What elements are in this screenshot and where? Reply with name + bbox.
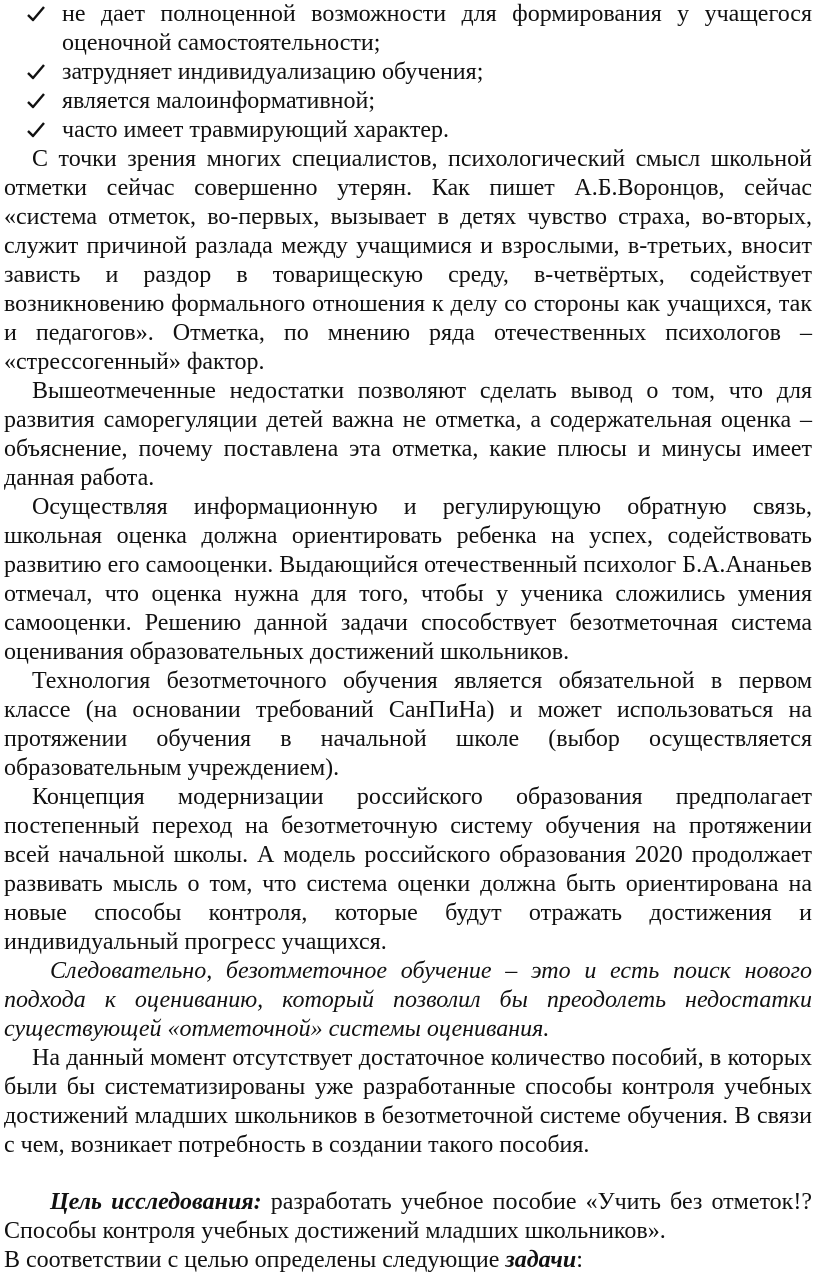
paragraph-technology: Технология безотметочного обучения является обязательной в первом классе (на основании требований СанПиНа) и может использоваться на протяжении обучения в начальной школе (выбор осуществляется образовательным учреждением). [4, 668, 812, 781]
goal-label: Цель исследования: [50, 1189, 262, 1215]
checkmark-icon [26, 87, 52, 116]
list-item-text: не дает полноценной возможности для формирования у учащегося оценочной самостоятельности; [62, 1, 812, 56]
paragraph-concept: Концепция модернизации российского образования предполагает постепенный переход на безотметочную систему обучения на протяжении всей начальной школы. А модель российского образования 2020 продолжает развивать мысль о том, что система оценки должна быть ориентирована на новые способы контроля, которые будут отражать достижения и индивидуальный прогресс учащихся. [4, 784, 812, 955]
list-item [4, 87, 812, 116]
list-item-text: является малоинформативной; [62, 88, 376, 114]
tasks-suffix: : [576, 1247, 583, 1273]
tasks-keyword: задачи [505, 1247, 577, 1273]
checkmark-icon [26, 116, 52, 145]
research-goal [4, 1188, 812, 1246]
paragraph-conclusion: Вышеотмеченные недостатки позволяют сделать вывод о том, что для развития саморегуляции детей важна не отметка, а содержательная оценка – объяснение, почему поставлена эта отметка, какие плюсы и минусы имеет данная работа. [4, 378, 812, 491]
drawbacks-list [4, 0, 812, 145]
checkmark-icon [26, 0, 52, 29]
list-item [4, 116, 812, 145]
goal-text: разработать учебное пособие «Учить без отметок!? Способы контроля учебных достижений младших школьников». [4, 1189, 812, 1244]
list-item [4, 0, 812, 58]
document-page [4, 0, 812, 1275]
paragraph-school-mark-meaning: С точки зрения многих специалистов, психологический смысл школьной отметки сейчас совершенно утерян. Как пишет А.Б.Воронцов, сейчас «система отметок, во-первых, вызывает в детях чувство страха, во-вторых, служит причиной разлада между учащимися и взрослыми, в-третьих, вносит зависть и раздор в товарищескую среду, в-четвёртых, содействует возникновению формального отношения к делу со стороны как учащихся, так и педагогов». Отметка, по мнению ряда отечественных психологов – «стрессогенный» фактор. [4, 146, 812, 375]
paragraph-feedback: Осуществляя информационную и регулирующую обратную связь, школьная оценка должна ориентировать ребенка на успех, содействовать развитию его самооценки. Выдающийся отечественный психолог Б.А.Ананьев отмечал, что оценка нужна для того, чтобы у ученика сложились умения самооценки. Решению данной задачи способствует безотметочная система оценивания образовательных достижений школьников. [4, 494, 812, 665]
list-item-text: затрудняет индивидуализацию обучения; [62, 59, 484, 85]
paragraph-lack-of-manuals: На данный момент отсутствует достаточное количество пособий, в которых были бы систематизированы уже разработанные способы контроля учебных достижений младших школьников в безотметочной системе обучения. В связи с чем, возникает потребность в создании такого пособия. [4, 1045, 812, 1158]
list-item-text: часто имеет травмирующий характер. [62, 117, 450, 143]
spacer [4, 1160, 812, 1188]
checkmark-icon [26, 58, 52, 87]
tasks-intro [4, 1246, 812, 1275]
list-item [4, 58, 812, 87]
paragraph-italic-summary: Следовательно, безотметочное обучение – это и есть поиск нового подхода к оцениванию, который позволил бы преодолеть недостатки существующей «отметочной» системы оценивания. [4, 958, 812, 1042]
tasks-prefix: В соответствии с целью определены следующие [4, 1247, 506, 1273]
